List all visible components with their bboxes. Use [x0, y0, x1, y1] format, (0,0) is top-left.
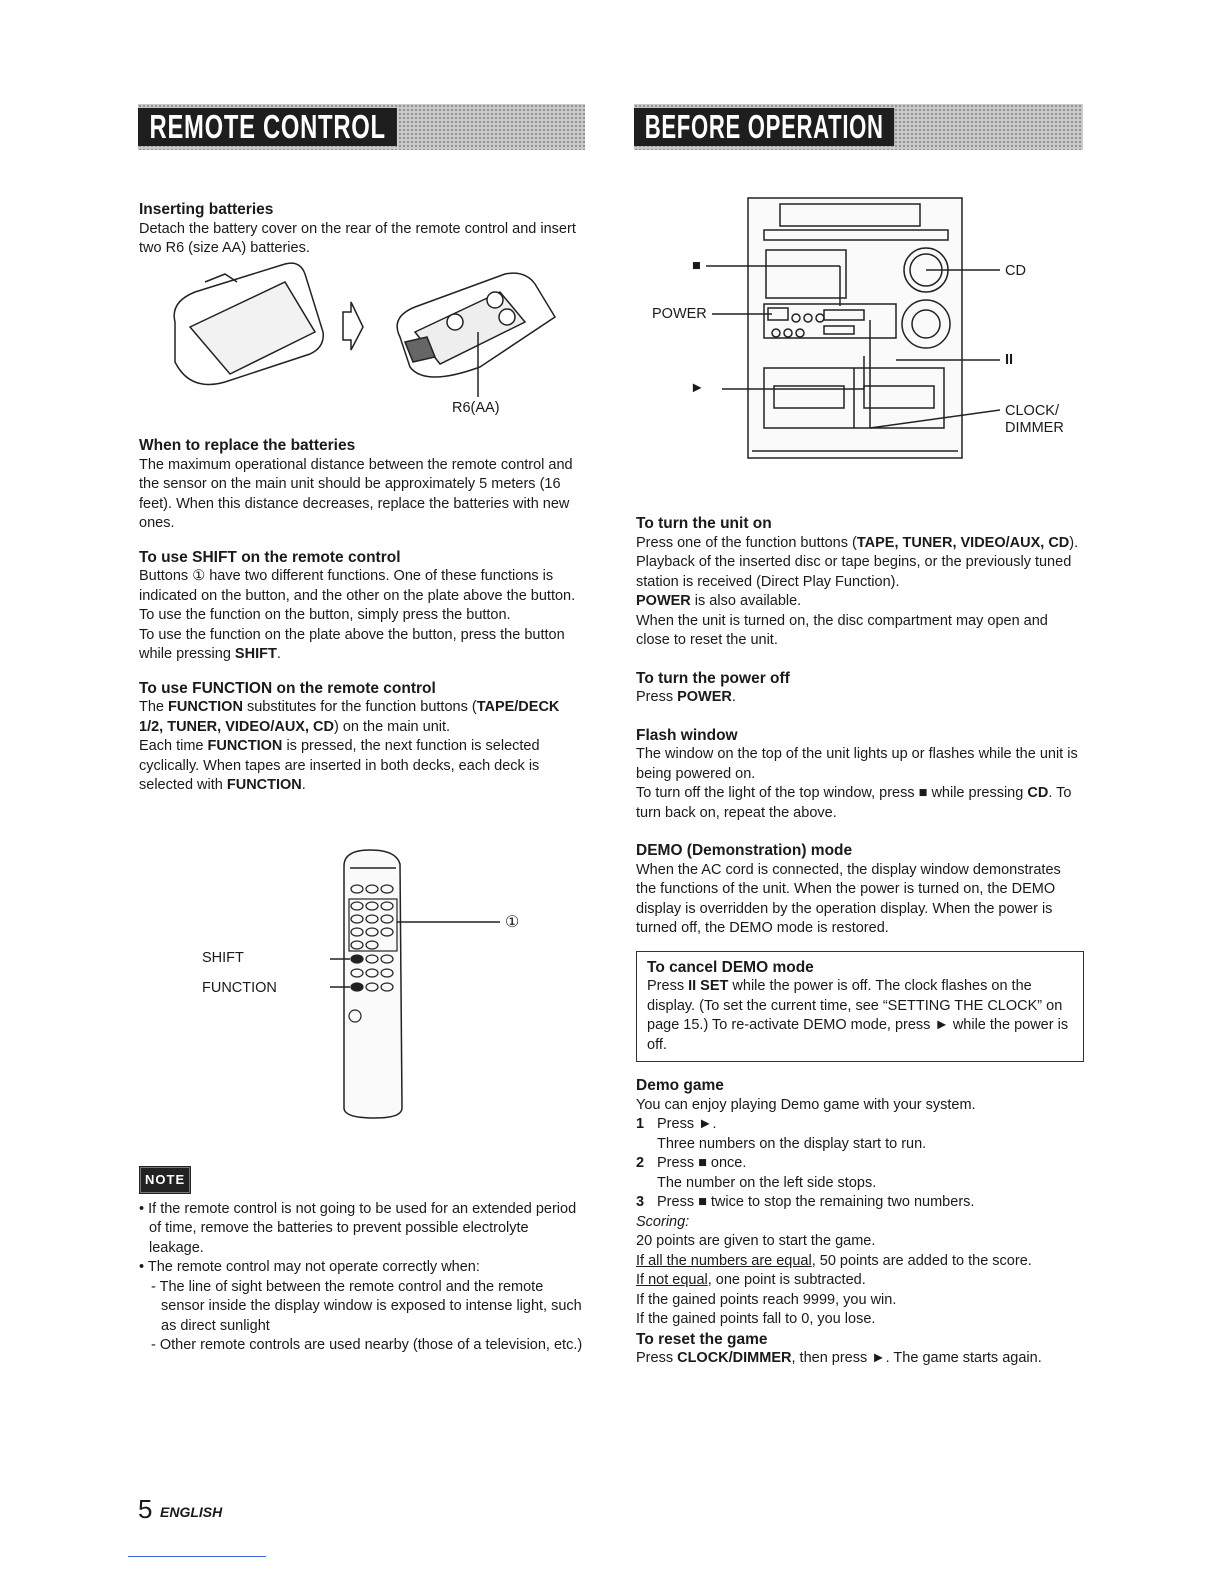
- left-column-top: [139, 200, 586, 259]
- function-text-1a: The: [139, 699, 169, 715]
- reset-game-text-a: Press: [636, 1350, 678, 1366]
- demo-game-heading: Demo game: [636, 1077, 724, 1094]
- step-2-text: Press ■ once.: [657, 1155, 747, 1171]
- banner-remote-control: [138, 104, 585, 150]
- function-text-2c: is pressed, the next function is selected cyclically. When tapes are inserted in both decks, each deck is selected with: [139, 738, 540, 793]
- step-1-text: Press ►.: [657, 1116, 717, 1132]
- note-dash-2: - Other remote controls are used nearby (those of a television, etc.): [151, 1337, 583, 1353]
- step-1-number: 1: [636, 1116, 645, 1132]
- unit-play-label: ►: [690, 380, 705, 396]
- battery-label: R6(AA): [452, 400, 500, 416]
- cancel-demo-box: [636, 951, 1084, 1063]
- shift-text-2: To use the function on the button, simply press the button.: [139, 607, 511, 623]
- remote-function-label: FUNCTION: [202, 980, 277, 996]
- turn-on-text-1b: TAPE, TUNER, VIDEO/AUX, CD: [856, 534, 1070, 551]
- function-text-2d: FUNCTION: [226, 777, 302, 793]
- note-dash-1: - The line of sight between the remote control and the remote sensor inside the display window is exposed to intense light, such as direct sunlight: [151, 1278, 582, 1334]
- function-text-1b: FUNCTION: [168, 699, 243, 715]
- turn-on-text-1: [636, 534, 1084, 593]
- scoring-label: Scoring:: [636, 1213, 690, 1230]
- function-text-1d: TAPE/DECK 1/2, TUNER, VIDEO/AUX, CD: [139, 699, 560, 735]
- note-bullet-1: • If the remote control is not going to be used for an extended period of time, remove the batteries to prevent possible electrolyte leakage.: [139, 1200, 577, 1256]
- power-off-text-a: Press: [636, 689, 678, 705]
- battery-illustration: [165, 262, 565, 397]
- cancel-demo-heading: To cancel DEMO mode: [647, 958, 814, 976]
- banner-before-operation: [634, 104, 1083, 150]
- turn-on-heading: To turn the unit on: [636, 515, 772, 532]
- score-line-5: If the gained points fall to 0, you lose.: [636, 1311, 876, 1327]
- demo-game-intro: You can enjoy playing Demo game with your system.: [636, 1096, 976, 1113]
- demo-game-step-1: [636, 1115, 1084, 1135]
- function-text-2a: Each time: [139, 738, 208, 754]
- inserting-batteries-text: Detach the battery cover on the rear of the remote control and insert two R6 (size AA) batteries.: [139, 220, 576, 256]
- score-line-2a: If all the numbers are equal: [636, 1252, 812, 1269]
- unit-cd-label: CD: [1005, 263, 1026, 279]
- flash-window-text-1: The window on the top of the unit lights up or flashes while the unit is being powered on.: [636, 746, 1078, 782]
- shift-text-3a: To use the function on the plate above the button, press the button while pressing: [139, 626, 565, 662]
- power-off-text: [636, 688, 1084, 708]
- step-3-text: Press ■ twice to stop the remaining two numbers.: [657, 1194, 975, 1210]
- function-text-2b: FUNCTION: [207, 738, 283, 754]
- function-heading: To use FUNCTION on the remote control: [139, 679, 436, 697]
- unit-clock-label-1: CLOCK/: [1005, 403, 1059, 419]
- score-line-3b: , one point is subtracted.: [707, 1272, 866, 1288]
- note-badge: NOTE: [139, 1166, 191, 1194]
- score-line-2b: , 50 points are added to the score.: [811, 1252, 1032, 1269]
- page-number: 5: [138, 1494, 153, 1524]
- demo-game-step-3: [636, 1193, 1084, 1213]
- shift-text-1: Buttons ① have two different functions. One of these functions is indicated on the button, and the other on the plate above the button.: [139, 568, 576, 604]
- section-title-before-operation: BEFORE OPERATION: [634, 108, 894, 146]
- demo-mode-heading: DEMO (Demonstration) mode: [636, 842, 853, 859]
- note-bullet-2: • The remote control may not operate correctly when:: [139, 1259, 480, 1275]
- power-off-heading: To turn the power off: [636, 669, 790, 687]
- left-column-middle: [139, 436, 586, 796]
- shift-text-3b: SHIFT: [234, 646, 277, 662]
- remote-shift-label: SHIFT: [202, 950, 244, 966]
- demo-game-step-2-sub: The number on the left side stops.: [657, 1174, 877, 1191]
- unit-clock-label-2: DIMMER: [1005, 420, 1064, 436]
- shift-heading: To use SHIFT on the remote control: [139, 548, 401, 566]
- flash-window-text-2: [636, 784, 1084, 823]
- turn-on-text-2: [636, 592, 1084, 612]
- cancel-demo-text-b: II SET: [688, 978, 729, 994]
- turn-on-text-3: When the unit is turned on, the disc compartment may open and close to reset the unit.: [636, 612, 1048, 648]
- remote-control-illustration: [330, 846, 530, 1121]
- score-line-2: [636, 1252, 1084, 1272]
- reset-game-heading: To reset the game: [636, 1330, 768, 1348]
- unit-clock-label: [1005, 403, 1064, 437]
- page-language: ENGLISH: [160, 1504, 223, 1520]
- main-unit-illustration: [700, 196, 1000, 468]
- remote-callout-buttons: ①: [505, 914, 520, 931]
- score-line-1: 20 points are given to start the game.: [636, 1233, 876, 1249]
- score-line-4: If the gained points reach 9999, you win.: [636, 1291, 897, 1308]
- power-off-text-c: .: [731, 689, 736, 705]
- turn-on-text-2b: is also available.: [690, 593, 802, 609]
- unit-stop-label: ■: [692, 258, 701, 274]
- reset-game-text-c: , then press ►. The game starts again.: [791, 1350, 1042, 1366]
- demo-game-step-1-sub: Three numbers on the display start to run.: [657, 1135, 927, 1152]
- inserting-batteries-heading: Inserting batteries: [139, 201, 274, 218]
- score-line-3: [636, 1271, 1084, 1291]
- cancel-demo-text: [647, 977, 1073, 1055]
- step-2-number: 2: [636, 1155, 645, 1171]
- shift-text-3c: .: [276, 646, 281, 662]
- reset-game-text-b: CLOCK/DIMMER: [677, 1350, 792, 1366]
- function-text-1: [139, 698, 586, 737]
- flash-window-text-2b: CD: [1027, 785, 1049, 801]
- cancel-demo-text-a: Press: [647, 978, 689, 994]
- reset-game-text: [636, 1349, 1084, 1369]
- cancel-demo-text-c: while the power is off. The clock flashes on the display. (To set the current time, see “SETTING THE CLOCK” on page 15.) To re-activate DEMO mode, press ► while the power is off.: [647, 978, 1069, 1053]
- step-3-number: 3: [636, 1194, 645, 1210]
- replace-batteries-text: The maximum operational distance between the remote control and the sensor on the main unit should be approximately 5 meters (16 feet). When this distance decreases, replace the batteries with new ones.: [139, 456, 573, 531]
- function-text-1e: ) on the main unit.: [333, 718, 451, 735]
- demo-mode-text: When the AC cord is connected, the display window demonstrates the functions of the unit. When the power is turned on, the DEMO display is overridden by the operation display. When the power is turned off, the DEMO mode is restored.: [636, 861, 1061, 936]
- turn-on-text-1c: ). Playback of the inserted disc or tape begins, or the previously tuned station is received (Direct Play Function).: [636, 534, 1079, 590]
- replace-batteries-heading: When to replace the batteries: [139, 437, 356, 454]
- note-section: [139, 1166, 586, 1356]
- unit-pause-label: II: [1005, 352, 1014, 368]
- function-text-1c: substitutes for the function buttons (: [242, 699, 477, 715]
- unit-power-label: POWER: [652, 306, 707, 322]
- score-line-3a: If not equal: [636, 1272, 708, 1288]
- turn-on-text-1a: Press one of the function buttons (: [636, 534, 857, 551]
- flash-window-text-2a: To turn off the light of the top window, press ■ while pressing: [636, 785, 1028, 801]
- shift-text-3: [139, 626, 586, 665]
- footer-rule: [128, 1556, 266, 1557]
- turn-on-text-2a: POWER: [636, 593, 691, 609]
- function-text-2: [139, 737, 586, 796]
- right-column: [636, 514, 1084, 1369]
- flash-window-text-2c: . To turn back on, repeat the above.: [636, 785, 1072, 821]
- demo-game-step-2: [636, 1154, 1084, 1174]
- flash-window-heading: Flash window: [636, 726, 738, 744]
- power-off-text-b: POWER: [677, 689, 732, 705]
- function-text-2e: .: [301, 777, 306, 793]
- section-title-remote-control: REMOTE CONTROL: [138, 108, 397, 146]
